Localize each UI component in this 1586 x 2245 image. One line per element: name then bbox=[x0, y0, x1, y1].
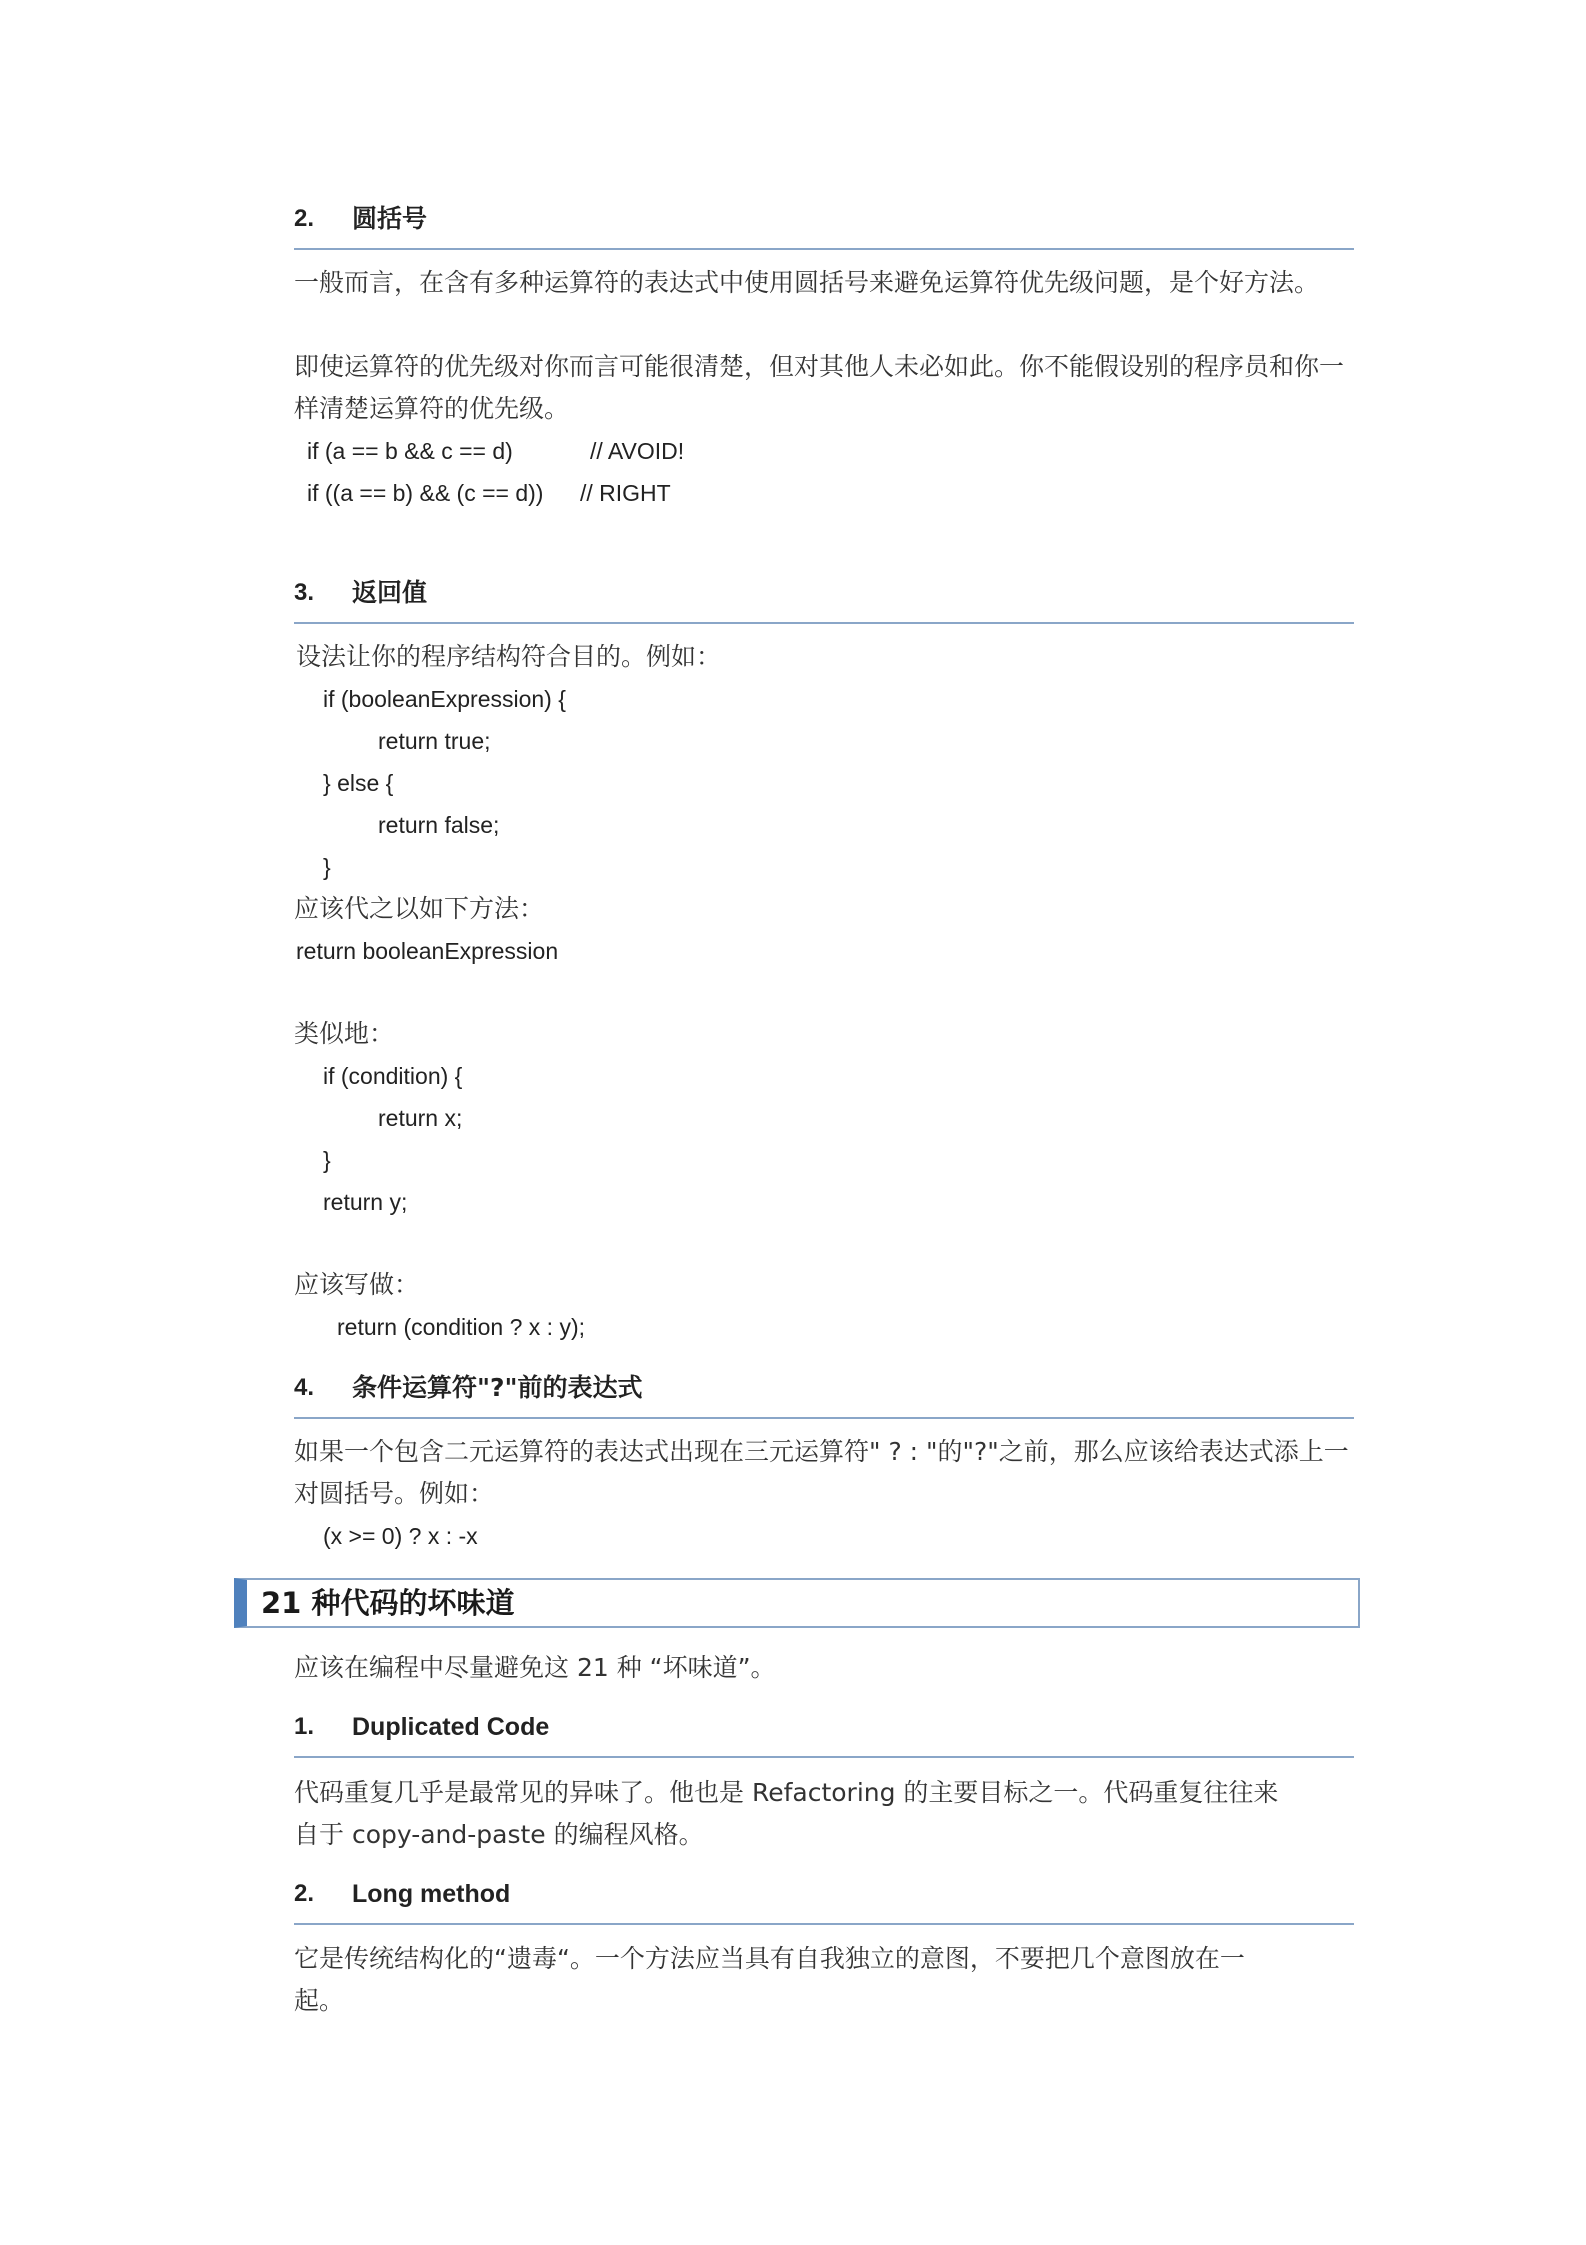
section-heading-parentheses bbox=[294, 200, 1354, 250]
code-line: if ((a == b) && (c == d)) bbox=[307, 480, 544, 506]
code-line: if (condition) { bbox=[323, 1063, 463, 1089]
section-number: 3. bbox=[294, 579, 315, 606]
chapter-banner bbox=[234, 1578, 1360, 1628]
section-number: 2. bbox=[294, 1880, 315, 1907]
section-title: Long method bbox=[352, 1880, 511, 1908]
code-comment: // AVOID! bbox=[590, 438, 685, 464]
paragraph: 即使运算符的优先级对你而言可能很清楚，但对其他人未必如此。你不能假设别的程序员和你一样清楚运算符的优先级。 bbox=[294, 352, 1345, 423]
code-line: if (a == b && c == d) bbox=[307, 438, 513, 464]
section-title: 返回值 bbox=[352, 578, 428, 607]
code-comment: // RIGHT bbox=[580, 480, 671, 506]
code-line: } else { bbox=[323, 770, 394, 796]
code-line: } bbox=[323, 854, 331, 880]
section-title: 条件运算符"?"前的表达式 bbox=[352, 1373, 643, 1402]
paragraph: 类似地： bbox=[294, 1019, 395, 1048]
section-heading-return-value bbox=[294, 574, 1354, 624]
code-line: (x >= 0) ? x : -x bbox=[323, 1523, 478, 1549]
paragraph: 设法让你的程序结构符合目的。例如： bbox=[296, 642, 722, 671]
section-number: 4. bbox=[294, 1374, 315, 1401]
code-line: return true; bbox=[378, 728, 491, 754]
chapter-title: 21 种代码的坏味道 bbox=[261, 1586, 515, 1620]
paragraph: 应该写做： bbox=[294, 1270, 420, 1299]
paragraph: 如果一个包含二元运算符的表达式出现在三元运算符" ? : "的"?"之前，那么应该给表达式添上一对圆括号。例如： bbox=[294, 1437, 1349, 1508]
section-number: 2. bbox=[294, 205, 315, 232]
section-number: 1. bbox=[294, 1713, 315, 1740]
code-line: return false; bbox=[378, 812, 500, 838]
paragraph: 一般而言，在含有多种运算符的表达式中使用圆括号来避免运算符优先级问题，是个好方法。 bbox=[294, 268, 1320, 297]
section-heading-long-method bbox=[294, 1875, 1354, 1925]
paragraph: 应该在编程中尽量避免这 21 种 “坏味道”。 bbox=[294, 1653, 776, 1682]
paragraph: 代码重复几乎是最常见的异味了。他也是 Refactoring 的主要目标之一。代码重复往往来自于 copy-and-paste 的编程风格。 bbox=[294, 1778, 1279, 1849]
section-title: Duplicated Code bbox=[352, 1713, 550, 1741]
code-line: return (condition ? x : y); bbox=[337, 1314, 585, 1340]
section-heading-duplicated-code bbox=[294, 1708, 1354, 1758]
code-line: return booleanExpression bbox=[296, 938, 559, 964]
paragraph: 应该代之以如下方法： bbox=[294, 894, 545, 923]
section-title: 圆括号 bbox=[352, 204, 428, 233]
code-line: return x; bbox=[378, 1105, 463, 1131]
paragraph: 它是传统结构化的“遗毒“。一个方法应当具有自我独立的意图，不要把几个意图放在一起。 bbox=[294, 1944, 1245, 2015]
code-line: return y; bbox=[323, 1189, 408, 1215]
code-line: if (booleanExpression) { bbox=[323, 686, 566, 712]
section-heading-conditional-operator bbox=[294, 1369, 1354, 1419]
code-line: } bbox=[323, 1147, 331, 1173]
